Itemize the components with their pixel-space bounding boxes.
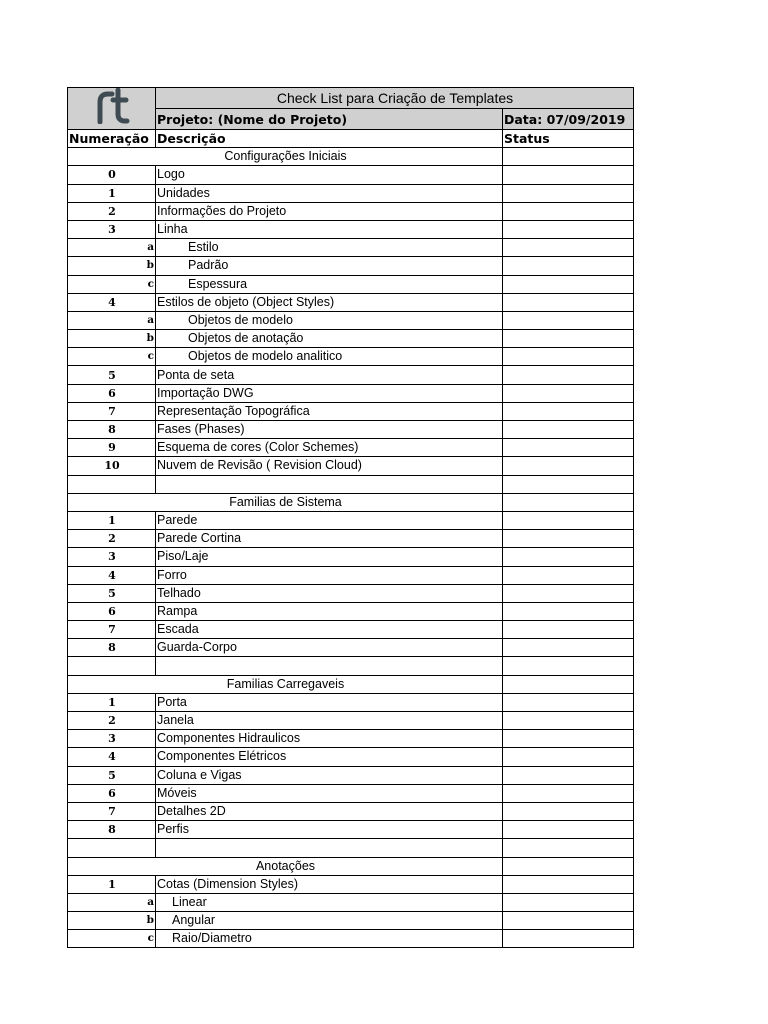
item-description: Padrão: [156, 257, 503, 275]
blank-row: [68, 475, 634, 493]
item-description: Móveis: [156, 784, 503, 802]
checklist-row: [68, 348, 634, 366]
status-cell[interactable]: [503, 402, 634, 420]
status-cell[interactable]: [503, 475, 634, 493]
sub-item-letter: b: [68, 257, 156, 275]
status-cell[interactable]: [503, 730, 634, 748]
item-description: Fases (Phases): [156, 421, 503, 439]
status-cell[interactable]: [503, 239, 634, 257]
item-description: Nuvem de Revisão ( Revision Cloud): [156, 457, 503, 475]
checklist-row: [68, 366, 634, 384]
status-cell[interactable]: [503, 220, 634, 238]
checklist-row: [68, 821, 634, 839]
status-cell[interactable]: [503, 784, 634, 802]
item-description: Linha: [156, 220, 503, 238]
item-number: 9: [68, 439, 156, 457]
item-number: 1: [68, 875, 156, 893]
item-description: Estilos de objeto (Object Styles): [156, 293, 503, 311]
item-number: 4: [68, 566, 156, 584]
status-cell[interactable]: [503, 257, 634, 275]
checklist-row: [68, 239, 634, 257]
sub-item-letter: c: [68, 930, 156, 948]
checklist-row: [68, 802, 634, 820]
checklist-row: [68, 220, 634, 238]
blank-cell: [68, 657, 156, 675]
status-cell[interactable]: [503, 421, 634, 439]
status-cell[interactable]: [503, 639, 634, 657]
item-number: 5: [68, 366, 156, 384]
page-title: Check List para Criação de Templates: [156, 88, 634, 109]
status-cell[interactable]: [503, 802, 634, 820]
checklist-row: [68, 893, 634, 911]
item-description: Logo: [156, 166, 503, 184]
checklist-row: [68, 912, 634, 930]
checklist-row: [68, 330, 634, 348]
status-cell[interactable]: [503, 675, 634, 693]
status-cell[interactable]: [503, 148, 634, 166]
status-cell[interactable]: [503, 348, 634, 366]
status-cell[interactable]: [503, 748, 634, 766]
blank-cell: [156, 657, 503, 675]
status-cell[interactable]: [503, 366, 634, 384]
item-number: 5: [68, 584, 156, 602]
status-cell[interactable]: [503, 621, 634, 639]
item-number: 2: [68, 712, 156, 730]
item-number: 8: [68, 821, 156, 839]
item-description: Detalhes 2D: [156, 802, 503, 820]
item-description: Unidades: [156, 184, 503, 202]
checklist-row: [68, 784, 634, 802]
status-cell[interactable]: [503, 530, 634, 548]
item-number: 8: [68, 639, 156, 657]
title-row: [68, 88, 634, 109]
item-number: 4: [68, 293, 156, 311]
item-number: 10: [68, 457, 156, 475]
status-cell[interactable]: [503, 166, 634, 184]
status-cell[interactable]: [503, 384, 634, 402]
item-description: Porta: [156, 693, 503, 711]
rt-logo-icon: [92, 88, 132, 124]
status-cell[interactable]: [503, 548, 634, 566]
checklist-row: [68, 730, 634, 748]
checklist-row: [68, 766, 634, 784]
item-description: Angular: [156, 912, 503, 930]
item-number: 8: [68, 421, 156, 439]
checklist-row: [68, 384, 634, 402]
checklist-row: [68, 712, 634, 730]
item-description: Componentes Hidraulicos: [156, 730, 503, 748]
checklist-row: [68, 184, 634, 202]
sub-item-letter: b: [68, 912, 156, 930]
item-number: 0: [68, 166, 156, 184]
status-cell[interactable]: [503, 293, 634, 311]
status-cell[interactable]: [503, 493, 634, 511]
item-number: 2: [68, 202, 156, 220]
section-row: [68, 148, 634, 166]
checklist-row: [68, 439, 634, 457]
status-cell[interactable]: [503, 712, 634, 730]
section-title: Anotações: [68, 857, 503, 875]
section-title: Configurações Iniciais: [68, 148, 503, 166]
item-number: 3: [68, 220, 156, 238]
item-number: 1: [68, 511, 156, 529]
item-number: 7: [68, 402, 156, 420]
checklist-row: [68, 930, 634, 948]
checklist-row: [68, 457, 634, 475]
item-number: 6: [68, 602, 156, 620]
checklist-row: [68, 548, 634, 566]
item-description: Guarda-Corpo: [156, 639, 503, 657]
status-cell[interactable]: [503, 311, 634, 329]
item-number: 4: [68, 748, 156, 766]
sub-item-letter: c: [68, 348, 156, 366]
item-description: Estilo: [156, 239, 503, 257]
blank-row: [68, 839, 634, 857]
item-description: Escada: [156, 621, 503, 639]
status-cell[interactable]: [503, 693, 634, 711]
status-cell[interactable]: [503, 766, 634, 784]
logo-cell: [68, 88, 156, 130]
sub-item-letter: a: [68, 893, 156, 911]
status-cell[interactable]: [503, 893, 634, 911]
header-row: [68, 130, 634, 148]
item-number: 1: [68, 693, 156, 711]
header-numeracao: Numeração: [68, 130, 156, 148]
item-description: Ponta de seta: [156, 366, 503, 384]
item-number: 6: [68, 384, 156, 402]
checklist-row: [68, 530, 634, 548]
item-description: Perfis: [156, 821, 503, 839]
checklist-row: [68, 621, 634, 639]
status-cell[interactable]: [503, 839, 634, 857]
status-cell[interactable]: [503, 202, 634, 220]
status-cell[interactable]: [503, 602, 634, 620]
checklist-row: [68, 293, 634, 311]
date-label: Data: 07/09/2019: [503, 109, 634, 130]
item-description: Raio/Diametro: [156, 930, 503, 948]
item-description: Janela: [156, 712, 503, 730]
item-description: Parede Cortina: [156, 530, 503, 548]
item-number: 2: [68, 530, 156, 548]
item-number: 6: [68, 784, 156, 802]
item-description: Objetos de anotação: [156, 330, 503, 348]
checklist-row: [68, 875, 634, 893]
item-number: 1: [68, 184, 156, 202]
section-row: [68, 675, 634, 693]
status-cell[interactable]: [503, 912, 634, 930]
blank-cell: [156, 839, 503, 857]
item-description: Importação DWG: [156, 384, 503, 402]
checklist-row: [68, 402, 634, 420]
checklist-row: [68, 257, 634, 275]
item-description: Coluna e Vigas: [156, 766, 503, 784]
status-cell[interactable]: [503, 439, 634, 457]
status-cell[interactable]: [503, 584, 634, 602]
sub-item-letter: b: [68, 330, 156, 348]
status-cell[interactable]: [503, 330, 634, 348]
header-descricao: Descrição: [156, 130, 503, 148]
checklist-row: [68, 511, 634, 529]
blank-row: [68, 657, 634, 675]
item-number: 3: [68, 548, 156, 566]
status-cell[interactable]: [503, 875, 634, 893]
status-cell[interactable]: [503, 930, 634, 948]
checklist-row: [68, 584, 634, 602]
item-description: Informações do Projeto: [156, 202, 503, 220]
item-description: Linear: [156, 893, 503, 911]
checklist-row: [68, 421, 634, 439]
checklist-row: [68, 166, 634, 184]
checklist-row: [68, 311, 634, 329]
checklist-row: [68, 602, 634, 620]
status-cell[interactable]: [503, 821, 634, 839]
item-number: 3: [68, 730, 156, 748]
item-description: Objetos de modelo: [156, 311, 503, 329]
checklist-table: [67, 87, 634, 948]
sub-item-letter: c: [68, 275, 156, 293]
project-label: Projeto: (Nome do Projeto): [156, 109, 503, 130]
checklist-row: [68, 275, 634, 293]
item-number: 7: [68, 621, 156, 639]
item-description: Cotas (Dimension Styles): [156, 875, 503, 893]
checklist-row: [68, 639, 634, 657]
checklist-row: [68, 566, 634, 584]
header-status: Status: [503, 130, 634, 148]
item-number: 5: [68, 766, 156, 784]
sub-item-letter: a: [68, 239, 156, 257]
status-cell[interactable]: [503, 511, 634, 529]
section-row: [68, 493, 634, 511]
item-description: Espessura: [156, 275, 503, 293]
checklist-row: [68, 693, 634, 711]
sub-item-letter: a: [68, 311, 156, 329]
item-description: Parede: [156, 511, 503, 529]
section-row: [68, 857, 634, 875]
item-number: 7: [68, 802, 156, 820]
section-title: Familias de Sistema: [68, 493, 503, 511]
checklist-row: [68, 202, 634, 220]
item-description: Esquema de cores (Color Schemes): [156, 439, 503, 457]
item-description: Piso/Laje: [156, 548, 503, 566]
status-cell[interactable]: [503, 657, 634, 675]
status-cell[interactable]: [503, 457, 634, 475]
blank-cell: [68, 839, 156, 857]
status-cell[interactable]: [503, 857, 634, 875]
blank-cell: [68, 475, 156, 493]
blank-cell: [156, 475, 503, 493]
item-description: Objetos de modelo analitico: [156, 348, 503, 366]
status-cell[interactable]: [503, 566, 634, 584]
item-description: Rampa: [156, 602, 503, 620]
item-description: Forro: [156, 566, 503, 584]
section-title: Familias Carregaveis: [68, 675, 503, 693]
checklist-row: [68, 748, 634, 766]
status-cell[interactable]: [503, 275, 634, 293]
item-description: Representação Topográfica: [156, 402, 503, 420]
item-description: Componentes Elétricos: [156, 748, 503, 766]
item-description: Telhado: [156, 584, 503, 602]
status-cell[interactable]: [503, 184, 634, 202]
